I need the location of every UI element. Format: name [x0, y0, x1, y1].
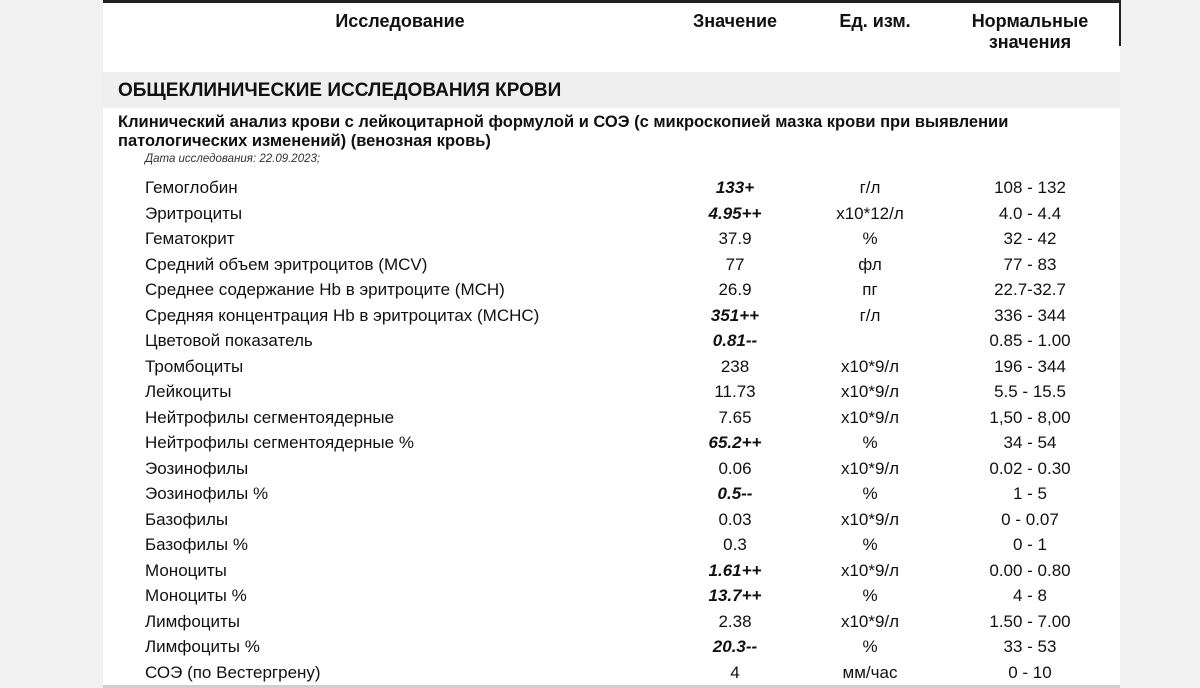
row-name: Цветовой показатель — [145, 331, 313, 350]
top-border — [103, 0, 1120, 3]
table-row — [0, 379, 1200, 405]
row-name: Моноциты % — [145, 586, 247, 605]
row-norm: 0 - 10 — [1008, 662, 1052, 682]
row-norm: 34 - 54 — [1003, 433, 1057, 452]
row-value: 11.73 — [714, 382, 756, 401]
table-row — [0, 558, 1200, 584]
row-norm: 22.7-32.7 — [994, 280, 1066, 299]
row-unit: x10*9/л — [840, 382, 900, 401]
row-unit: x10*9/л — [840, 611, 900, 631]
row-value: 0.06 — [718, 458, 752, 478]
row-name: Гемоглобин — [145, 178, 238, 197]
row-unit: x10*9/л — [840, 407, 900, 427]
row-norm: 77 - 83 — [1003, 254, 1057, 274]
row-unit: % — [862, 586, 878, 605]
row-norm: 0.85 - 1.00 — [989, 331, 1071, 350]
row-unit: x10*9/л — [840, 356, 900, 376]
row-name: Лимфоциты % — [145, 637, 260, 656]
row-name: СОЭ (по Вестергрену) — [145, 662, 321, 682]
row-unit: % — [862, 484, 878, 503]
table-row — [0, 201, 1200, 227]
row-value: 351++ — [710, 305, 760, 325]
results-table — [0, 175, 1200, 685]
row-unit: пг — [862, 280, 878, 299]
row-name: Гематокрит — [145, 229, 235, 248]
table-row — [0, 660, 1200, 686]
row-value: 4.95++ — [708, 203, 762, 223]
row-unit: x10*9/л — [840, 458, 900, 478]
table-row — [0, 277, 1200, 303]
row-name: Базофилы % — [145, 535, 248, 554]
row-value: 238 — [720, 356, 750, 376]
column-header-value: Значение — [692, 11, 778, 31]
table-row — [0, 456, 1200, 482]
table-row — [0, 405, 1200, 431]
row-unit: г/л — [859, 178, 881, 197]
table-row — [0, 634, 1200, 660]
row-norm: 1 - 5 — [1012, 484, 1048, 503]
row-norm: 0.00 - 0.80 — [989, 560, 1071, 580]
column-header-name: Исследование — [335, 11, 465, 31]
row-unit: мм/час — [842, 662, 898, 682]
column-header-unit: Ед. изм. — [839, 11, 911, 31]
row-norm: 4 - 8 — [1012, 586, 1048, 605]
row-unit: x10*9/л — [840, 560, 900, 580]
row-value: 2.38 — [718, 611, 752, 631]
table-row — [0, 609, 1200, 635]
table-row — [0, 430, 1200, 456]
test-title: Клинический анализ крови с лейкоцитарной формулой и СОЭ (с микроскопией мазка крови при выявлении патологических изменений) (венозная кровь) — [118, 113, 1009, 150]
table-row — [0, 252, 1200, 278]
table-row — [0, 303, 1200, 329]
row-value: 1.61++ — [708, 560, 762, 580]
row-norm: 196 - 344 — [994, 356, 1066, 376]
row-name: Средняя концентрация Hb в эритроцитах (MCHC) — [145, 305, 540, 325]
row-norm: 0 - 0.07 — [1001, 509, 1059, 529]
row-value: 133+ — [715, 178, 755, 197]
row-name: Среднее содержание Hb в эритроците (MCH) — [145, 280, 505, 299]
table-row — [0, 328, 1200, 354]
row-norm: 336 - 344 — [994, 305, 1066, 325]
row-name: Нейтрофилы сегментоядерные — [145, 407, 395, 427]
table-row — [0, 507, 1200, 533]
row-unit: % — [862, 229, 878, 248]
row-norm: 4.0 - 4.4 — [998, 203, 1062, 223]
section-title: ОБЩЕКЛИНИЧЕСКИЕ ИССЛЕДОВАНИЯ КРОВИ — [118, 80, 562, 101]
row-unit: x10*12/л — [836, 203, 904, 223]
row-name: Эозинофилы % — [145, 484, 269, 503]
row-name: Лимфоциты — [145, 611, 241, 631]
row-norm: 33 - 53 — [1003, 637, 1057, 656]
row-value: 26.9 — [718, 280, 752, 299]
row-norm: 32 - 42 — [1003, 229, 1057, 248]
row-value: 65.2++ — [708, 433, 762, 452]
row-name: Тромбоциты — [145, 356, 244, 376]
row-unit: x10*9/л — [840, 509, 900, 529]
row-value: 4 — [730, 662, 740, 682]
row-norm: 108 - 132 — [994, 178, 1066, 197]
row-name: Моноциты — [145, 560, 227, 580]
column-header-norm: Нормальные значения — [971, 11, 1089, 52]
row-norm: 5.5 - 15.5 — [994, 382, 1066, 401]
right-border — [1119, 0, 1121, 46]
row-unit: % — [862, 637, 878, 656]
row-value: 0.03 — [718, 509, 752, 529]
row-value: 0.5-- — [717, 484, 753, 503]
row-unit: % — [862, 535, 878, 554]
row-value: 13.7++ — [708, 586, 762, 605]
test-date: Дата исследования: 22.09.2023; — [145, 153, 321, 165]
row-norm: 1.50 - 7.00 — [989, 611, 1071, 631]
row-unit: % — [862, 433, 878, 452]
row-value: 37.9 — [718, 229, 752, 248]
row-name: Эритроциты — [145, 203, 243, 223]
row-name: Эозинофилы — [145, 458, 249, 478]
row-unit: г/л — [859, 305, 881, 325]
row-name: Базофилы — [145, 509, 229, 529]
table-row — [0, 532, 1200, 558]
row-name: Средний объем эритроцитов (MCV) — [145, 254, 428, 274]
row-value: 7.65 — [718, 407, 752, 427]
row-value: 0.81-- — [712, 331, 758, 350]
row-unit: фл — [858, 254, 882, 274]
row-value: 0.3 — [723, 535, 747, 554]
table-row — [0, 583, 1200, 609]
row-name: Лейкоциты — [145, 382, 232, 401]
row-norm: 0.02 - 0.30 — [989, 458, 1071, 478]
table-row — [0, 175, 1200, 201]
table-row — [0, 226, 1200, 252]
row-value: 20.3-- — [712, 637, 758, 656]
row-norm: 0 - 1 — [1012, 535, 1048, 554]
row-name: Нейтрофилы сегментоядерные % — [145, 433, 414, 452]
row-value: 77 — [725, 254, 745, 274]
table-row — [0, 481, 1200, 507]
row-norm: 1,50 - 8,00 — [989, 407, 1071, 427]
table-row — [0, 354, 1200, 380]
